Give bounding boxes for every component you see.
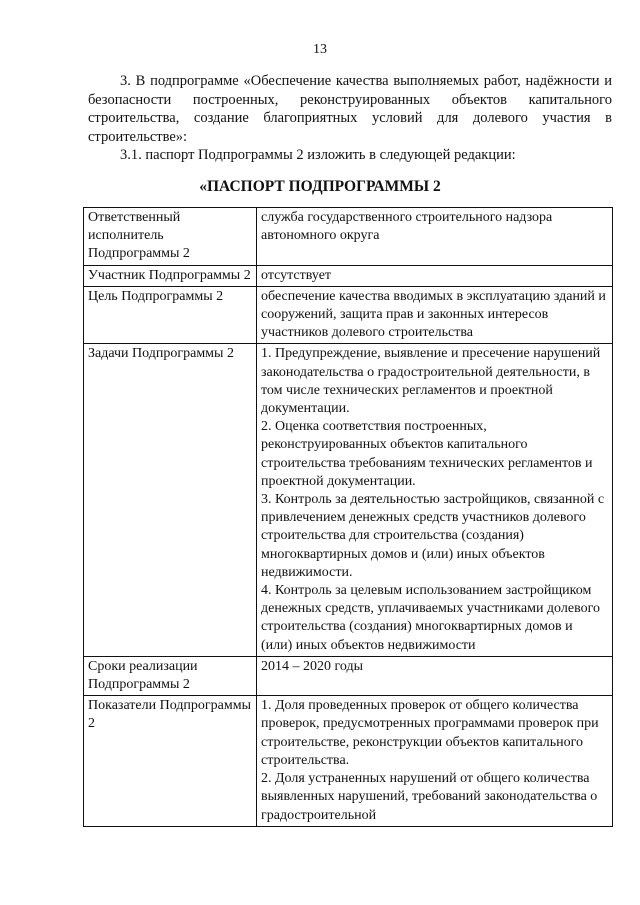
row-value xyxy=(257,286,613,344)
row-value-item: 2014 – 2020 годы xyxy=(261,658,364,674)
row-value-item: 3. Контроль за деятельностью застройщиков, связанной с привлечением денежных средств участников долевого строительства для строительства (создания) многоквартирных домов и (или) иных объектов недвижимости. xyxy=(261,492,605,580)
row-value-item: 1. Предупреждение, выявление и пресечение нарушений законодательства о градостроительной деятельности, в том числе технических регламентов и проектной документации. xyxy=(261,346,601,417)
table-row xyxy=(84,286,613,344)
table-row xyxy=(84,696,613,826)
row-value xyxy=(257,656,613,695)
table-row xyxy=(84,344,613,656)
row-label: Ответственный исполнитель Подпрограммы 2 xyxy=(84,208,257,266)
row-label: Цель Подпрограммы 2 xyxy=(84,286,257,344)
row-value-item: обеспечение качества вводимых в эксплуатацию зданий и сооружений, защита прав и законных интересов участников долевого строительства xyxy=(261,288,606,341)
row-value xyxy=(257,696,613,826)
row-value xyxy=(257,208,613,266)
row-value-item: 4. Контроль за целевым использованием застройщиком денежных средств, уплачиваемых участниками долевого строительства (создания) многоквартирных домов и (или) иных объектов недвижимости xyxy=(261,583,600,653)
row-value-item: 1. Доля проведенных проверок от общего количества проверок, предусмотренных программами проверок при строительстве, реконструкции объектов капитального строительства. xyxy=(261,698,599,768)
row-label: Показатели Подпрограммы 2 xyxy=(84,696,257,826)
page-number: 13 xyxy=(313,42,327,57)
intro-text xyxy=(88,72,612,165)
table-row xyxy=(84,265,613,286)
table-row xyxy=(84,656,613,695)
row-value-item: служба государственного строительного надзора автономного округа xyxy=(261,210,553,244)
intro-paragraph-passport: 3.1. паспорт Подпрограммы 2 изложить в следующей редакции: xyxy=(120,147,516,163)
row-value xyxy=(257,344,613,656)
row-label: Участник Подпрограммы 2 xyxy=(84,265,257,286)
row-label: Задачи Подпрограммы 2 xyxy=(84,344,257,656)
passport-heading: «ПАСПОРТ ПОДПРОГРАММЫ 2 xyxy=(199,178,441,195)
row-value-item: отсутствует xyxy=(261,267,332,283)
row-label: Сроки реализации Подпрограммы 2 xyxy=(84,656,257,695)
table-row xyxy=(84,208,613,266)
row-value xyxy=(257,265,613,286)
row-value-item: 2. Доля устраненных нарушений от общего количества выявленных нарушений, требований законодательства о градостроительной xyxy=(261,771,598,823)
row-value-item: 2. Оценка соответствия построенных, реконструированных объектов капитального строительства требованиям технических регламентов и проектной документации. xyxy=(261,419,593,489)
intro-paragraph-amendment: 3. В подпрограмме «Обеспечение качества выполняемых работ, надёжности и безопасности построенных, реконструированных объектов капитального строительства, создание благоприятных условий для долевого участия в строительстве»: xyxy=(88,73,612,145)
passport-table xyxy=(83,207,613,827)
